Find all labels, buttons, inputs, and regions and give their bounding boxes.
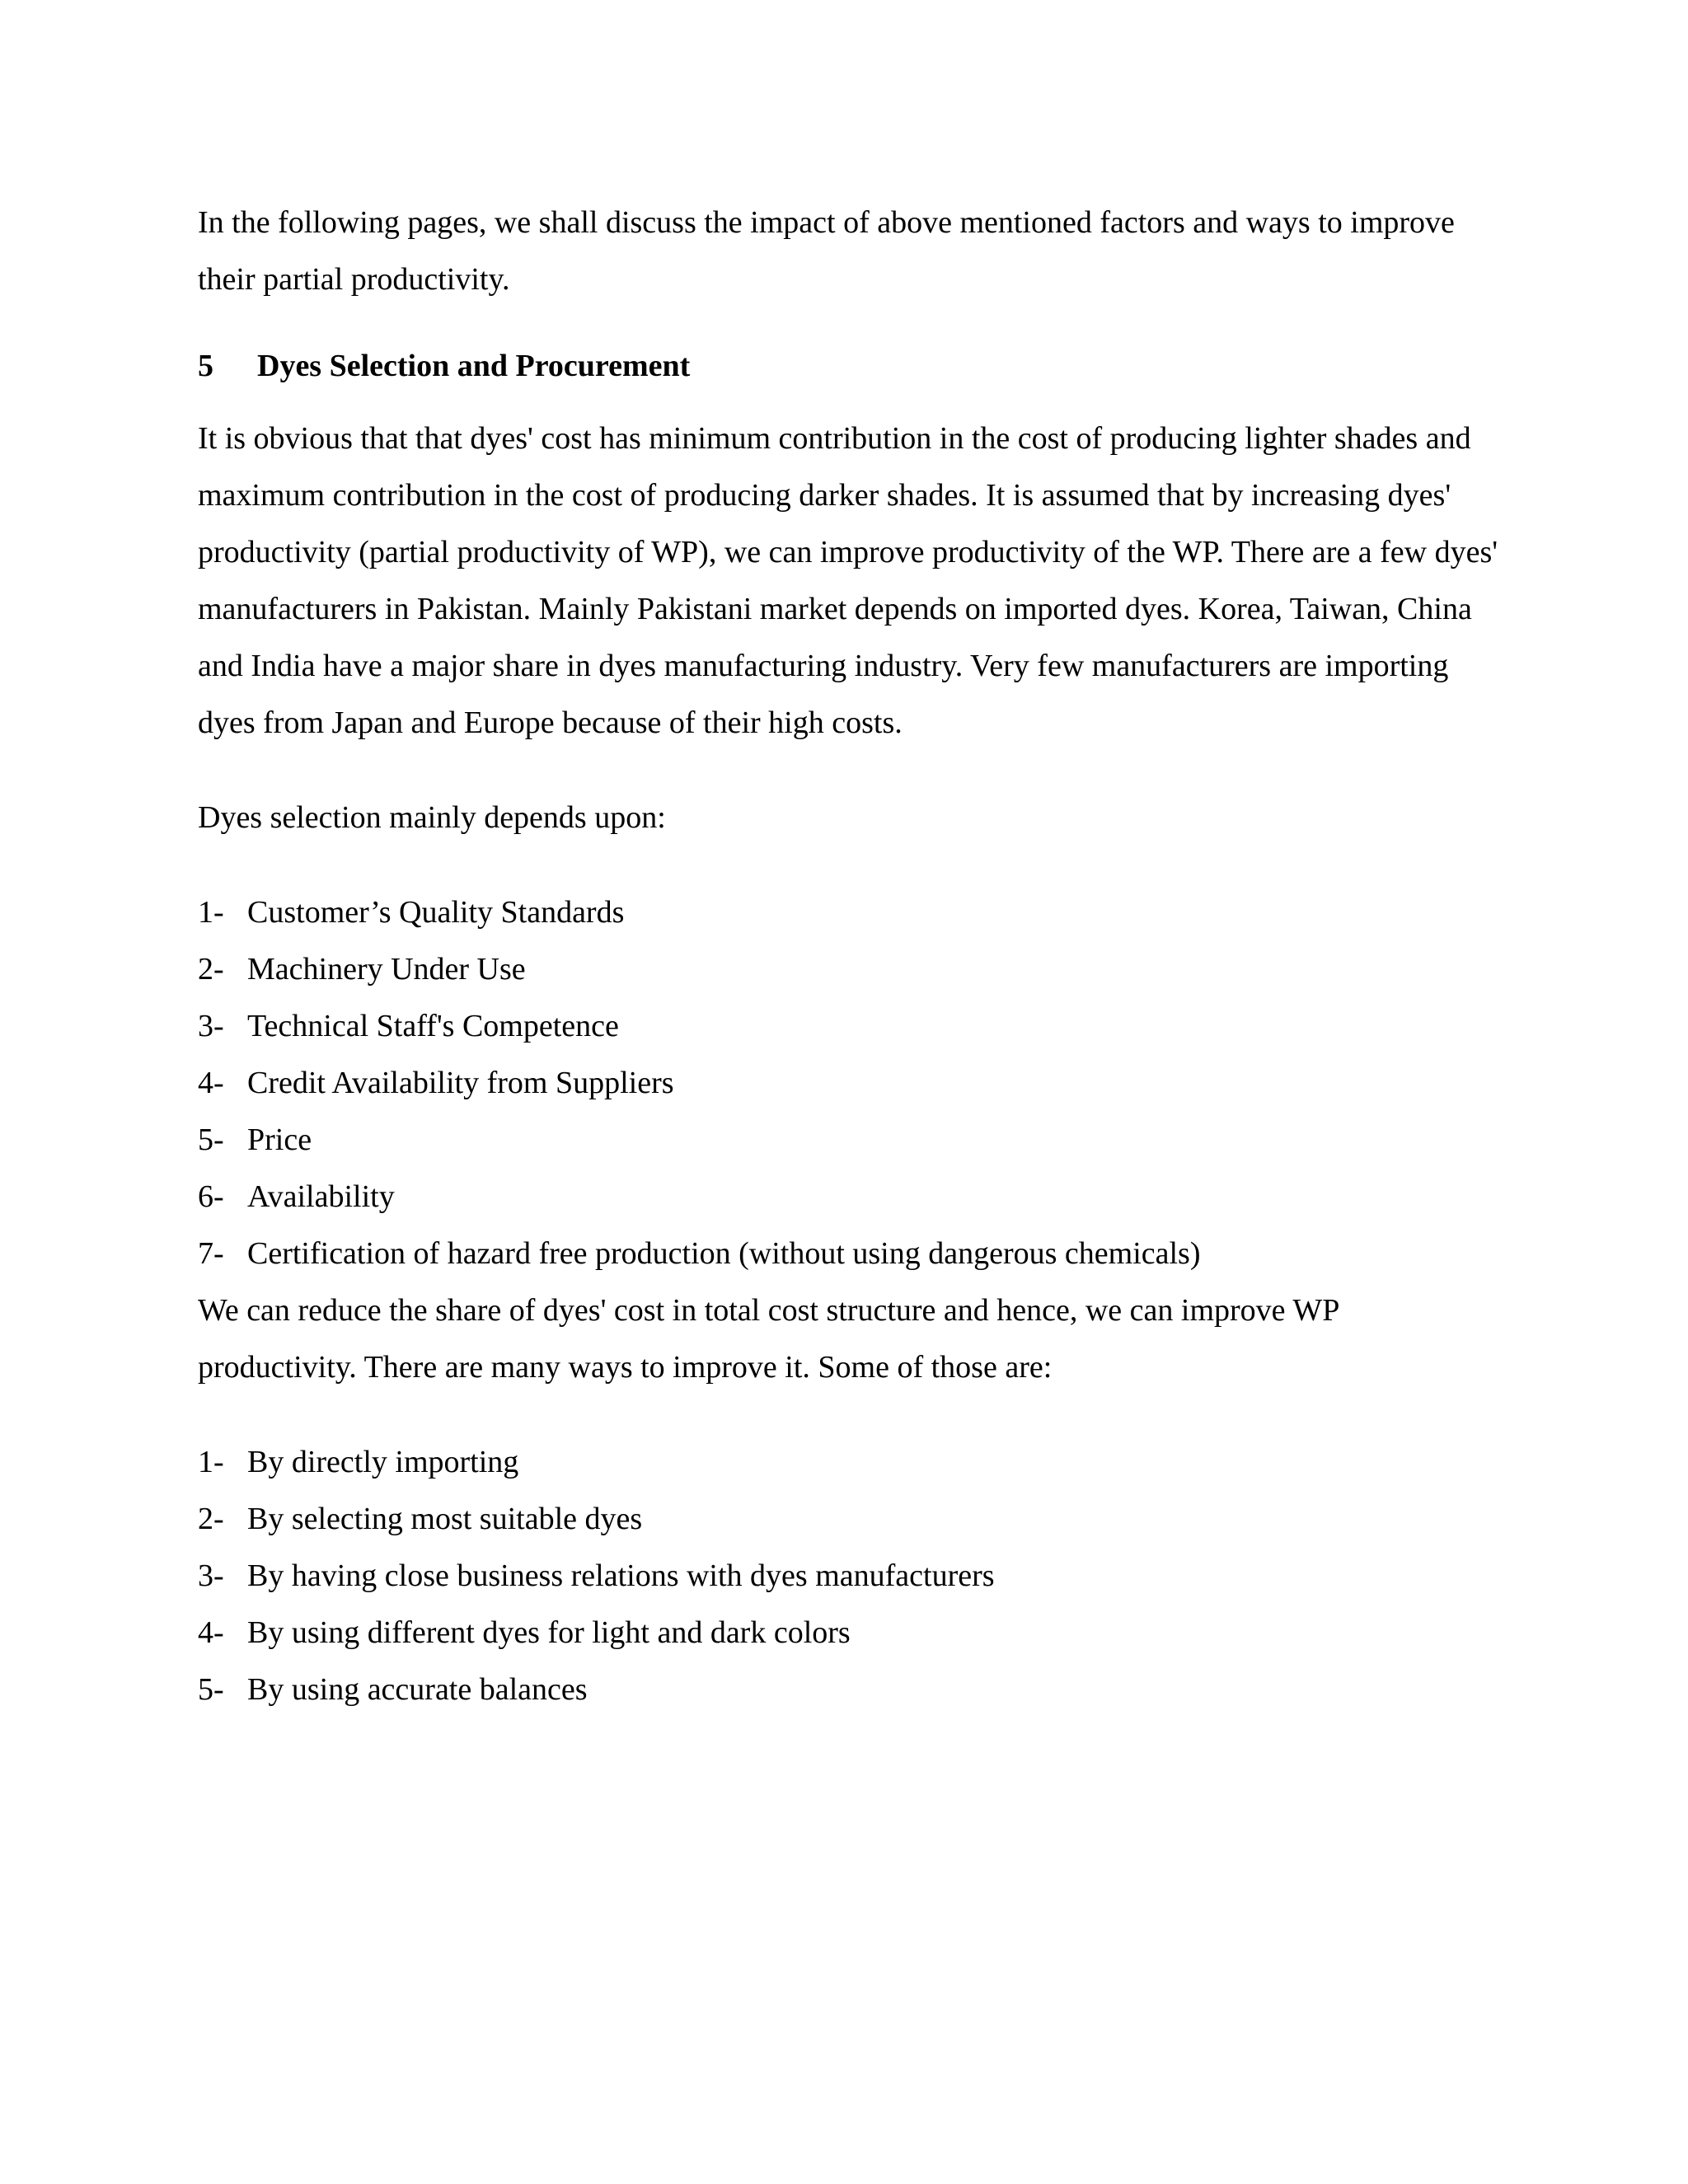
body-paragraph-2: We can reduce the share of dyes' cost in total cost structure and hence, we can improve WP productivity. There are many ways to improve it. Some of those are: — [198, 1293, 1339, 1385]
body-paragraph-1: It is obvious that that dyes' cost has minimum contribution in the cost of producing lighter shades and maximum contribution in the cost of producing darker shades. It is assumed that by increasing dyes' productivity (partial productivity of WP), we can improve productivity of the WP. There are a few dyes' manufacturers in Pakistan. Mainly Pakistani market depends on imported dyes. Korea, Taiwan, China and India have a major share in dyes manufacturing industry. Very few manufacturers are importing dyes from Japan and Europe because of their high costs. — [198, 421, 1498, 740]
page-content — [198, 194, 1500, 1718]
list-item-number: 5- — [198, 1122, 224, 1157]
list-item-number: 2- — [198, 1502, 224, 1536]
section-number: 5 — [198, 349, 213, 383]
improvement-ways-list — [198, 1434, 1500, 1718]
list-item-text: Technical Staff's Competence — [247, 1009, 619, 1043]
list-item — [198, 1491, 1500, 1548]
list-item — [198, 1169, 1500, 1226]
list-item-number: 1- — [198, 1445, 224, 1479]
list-item-text: By selecting most suitable dyes — [247, 1502, 643, 1536]
list-item-number: 3- — [198, 1558, 224, 1593]
list-item — [198, 1661, 1500, 1718]
section-title: Dyes Selection and Procurement — [257, 349, 691, 383]
list-item-text: By directly importing — [247, 1445, 519, 1479]
list-item-text: Price — [247, 1122, 312, 1157]
selection-lead: Dyes selection mainly depends upon: — [198, 800, 666, 835]
list-item — [198, 1605, 1500, 1661]
list-item — [198, 941, 1500, 998]
list-item — [198, 998, 1500, 1055]
list-item-text: By using different dyes for light and dark colors — [247, 1615, 851, 1650]
list-item-text: Availability — [247, 1179, 395, 1214]
list-item — [198, 1548, 1500, 1605]
list-item-number: 4- — [198, 1066, 224, 1100]
list-item-number: 1- — [198, 895, 224, 930]
list-item-text: Credit Availability from Suppliers — [247, 1066, 674, 1100]
list-item-text: Certification of hazard free production (without using dangerous chemicals) — [247, 1236, 1201, 1271]
list-item — [198, 1226, 1500, 1282]
section-heading — [198, 344, 1500, 387]
list-item-text: By having close business relations with dyes manufacturers — [247, 1558, 995, 1593]
list-item-text: By using accurate balances — [247, 1672, 588, 1707]
list-item-number: 3- — [198, 1009, 224, 1043]
list-item-number: 2- — [198, 952, 224, 987]
intro-paragraph: In the following pages, we shall discuss the impact of above mentioned factors and ways to improve their partial productivity. — [198, 205, 1455, 297]
list-item-number: 4- — [198, 1615, 224, 1650]
list-item-number: 6- — [198, 1179, 224, 1214]
list-item — [198, 1112, 1500, 1169]
list-item-text: Machinery Under Use — [247, 952, 526, 987]
list-item-number: 7- — [198, 1236, 224, 1271]
selection-criteria-list — [198, 884, 1500, 1282]
list-item-number: 5- — [198, 1672, 224, 1707]
list-item — [198, 884, 1500, 941]
list-item — [198, 1055, 1500, 1112]
list-item — [198, 1434, 1500, 1491]
list-item-text: Customer’s Quality Standards — [247, 895, 625, 930]
